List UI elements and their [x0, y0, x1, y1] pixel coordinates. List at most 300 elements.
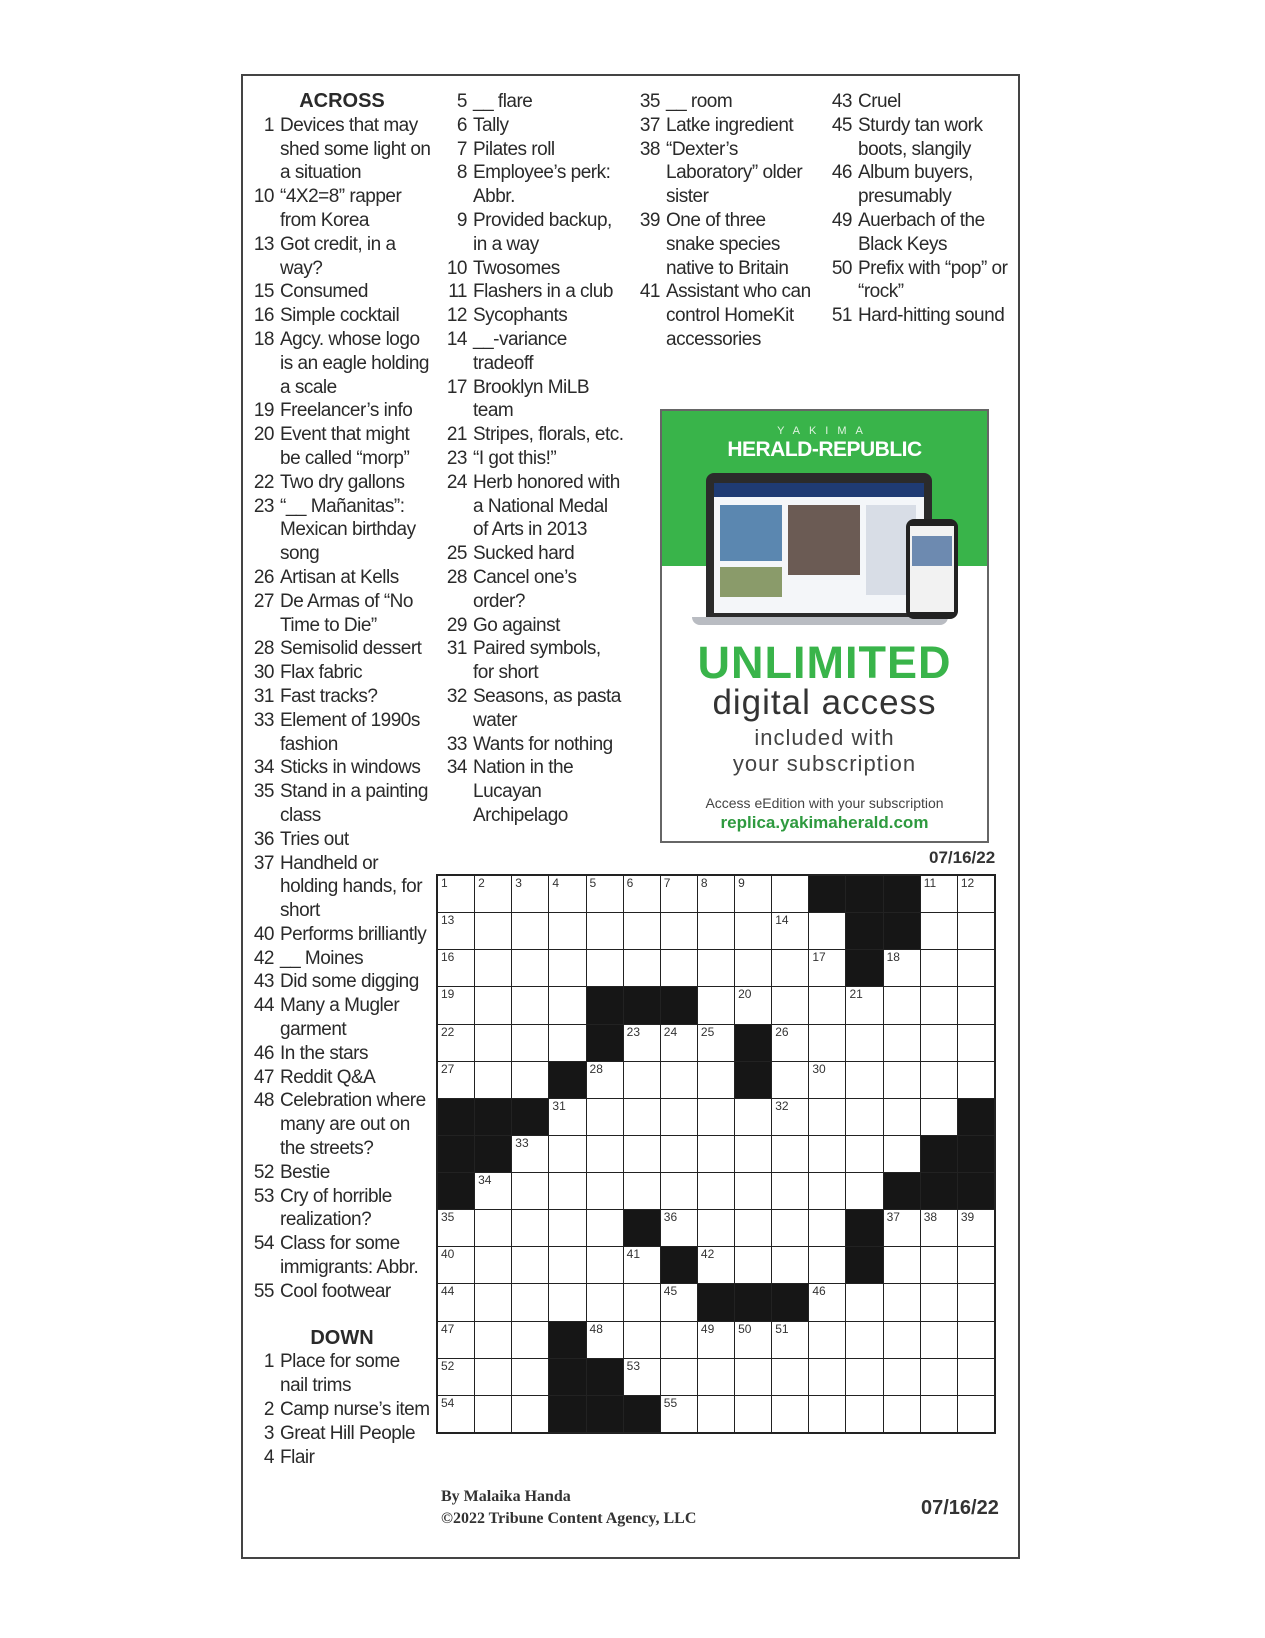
- clue-text: Stripes, florals, etc.: [473, 424, 624, 446]
- grid-cell[interactable]: [809, 1396, 845, 1432]
- grid-cell[interactable]: [772, 1136, 808, 1172]
- grid-cell[interactable]: [884, 1359, 920, 1395]
- grid-cell[interactable]: [587, 950, 623, 986]
- grid-cell[interactable]: [587, 1099, 623, 1135]
- grid-cell[interactable]: [549, 950, 585, 986]
- grid-cell[interactable]: [475, 1284, 511, 1320]
- grid-cell[interactable]: [846, 987, 882, 1023]
- grid-cell[interactable]: [884, 1247, 920, 1283]
- grid-cell[interactable]: [661, 1284, 697, 1320]
- grid-cell[interactable]: [624, 1284, 660, 1320]
- grid-cell[interactable]: [549, 987, 585, 1023]
- clue-number: 13: [253, 233, 274, 255]
- grid-cell[interactable]: [549, 1210, 585, 1246]
- across-clue[interactable]: [252, 685, 432, 709]
- grid-cell[interactable]: [772, 1099, 808, 1135]
- grid-cell[interactable]: [772, 1173, 808, 1209]
- grid-cell[interactable]: [549, 1099, 585, 1135]
- clue-text: Sycophants: [473, 305, 568, 327]
- across-clue[interactable]: [252, 780, 432, 828]
- grid-cell[interactable]: [698, 1099, 734, 1135]
- clue-number: 19: [253, 400, 274, 422]
- grid-cell[interactable]: [735, 913, 771, 949]
- across-clue[interactable]: [252, 1185, 432, 1233]
- clue-number: 8: [456, 162, 467, 184]
- grid-cell[interactable]: [698, 1136, 734, 1172]
- grid-cell[interactable]: [661, 1136, 697, 1172]
- grid-cell[interactable]: [587, 1062, 623, 1098]
- down-clue[interactable]: [445, 447, 625, 471]
- grid-cell[interactable]: [549, 1136, 585, 1172]
- across-clue[interactable]: [252, 423, 432, 471]
- across-clue[interactable]: [252, 471, 432, 495]
- grid-cell[interactable]: [958, 1062, 994, 1098]
- grid-cell[interactable]: [624, 1173, 660, 1209]
- grid-cell[interactable]: [921, 1247, 957, 1283]
- grid-cell[interactable]: [661, 876, 697, 912]
- down-clue[interactable]: [445, 209, 625, 257]
- grid-cell[interactable]: [587, 1173, 623, 1209]
- grid-cell[interactable]: [921, 950, 957, 986]
- grid-cell[interactable]: [512, 1210, 548, 1246]
- clue-number: 36: [253, 828, 274, 850]
- grid-cell[interactable]: [921, 876, 957, 912]
- grid-cell[interactable]: [624, 1322, 660, 1358]
- grid-cell[interactable]: [624, 1062, 660, 1098]
- grid-cell[interactable]: [809, 1210, 845, 1246]
- grid-cell[interactable]: [735, 1322, 771, 1358]
- across-clue[interactable]: [252, 328, 432, 399]
- grid-cell[interactable]: [698, 1062, 734, 1098]
- clue-text: Wants for nothing: [473, 733, 613, 755]
- down-clue[interactable]: [252, 1446, 432, 1470]
- grid-cell[interactable]: [438, 1396, 474, 1432]
- grid-cell[interactable]: [438, 1322, 474, 1358]
- grid-cell[interactable]: [475, 913, 511, 949]
- clue-number: 2: [263, 1399, 274, 1421]
- grid-cell[interactable]: [475, 1025, 511, 1061]
- down-clue[interactable]: [830, 161, 1010, 209]
- clue-text: “__ Mañanitas”: Mexican birthday song: [280, 495, 416, 565]
- cell-number: 31: [552, 1098, 566, 1113]
- grid-cell[interactable]: [475, 1247, 511, 1283]
- grid-cell[interactable]: [512, 987, 548, 1023]
- clue-text: Simple cocktail: [280, 305, 400, 327]
- grid-cell[interactable]: [958, 1210, 994, 1246]
- down-clue[interactable]: [445, 637, 625, 685]
- down-clue[interactable]: [445, 542, 625, 566]
- grid-cell[interactable]: [698, 950, 734, 986]
- grid-cell[interactable]: [958, 1396, 994, 1432]
- down-clue[interactable]: [445, 566, 625, 614]
- grid-cell[interactable]: [735, 1099, 771, 1135]
- grid-cell[interactable]: [661, 1210, 697, 1246]
- grid-cell[interactable]: [512, 913, 548, 949]
- grid-cell[interactable]: [735, 950, 771, 986]
- ad-included-text: [662, 725, 987, 777]
- across-clue[interactable]: [252, 233, 432, 281]
- ad-url-link[interactable]: replica.yakimaherald.com: [720, 813, 929, 832]
- across-clue[interactable]: [252, 1066, 432, 1090]
- grid-cell[interactable]: [624, 1247, 660, 1283]
- grid-cell[interactable]: [698, 1247, 734, 1283]
- grid-cell[interactable]: [809, 1062, 845, 1098]
- clue-number: 43: [253, 971, 274, 993]
- down-clue[interactable]: [638, 114, 818, 138]
- grid-cell[interactable]: [587, 1210, 623, 1246]
- grid-cell[interactable]: [624, 1359, 660, 1395]
- grid-cell[interactable]: [735, 1210, 771, 1246]
- grid-cell[interactable]: [661, 1396, 697, 1432]
- grid-cell[interactable]: [921, 987, 957, 1023]
- down-clue[interactable]: [830, 114, 1010, 162]
- grid-cell[interactable]: [587, 1284, 623, 1320]
- grid-cell[interactable]: [587, 913, 623, 949]
- grid-cell[interactable]: [846, 1173, 882, 1209]
- grid-cell[interactable]: [772, 1025, 808, 1061]
- grid-cell[interactable]: [921, 1025, 957, 1061]
- cell-number: 22: [441, 1024, 455, 1039]
- grid-cell[interactable]: [884, 1322, 920, 1358]
- grid-cell[interactable]: [809, 1136, 845, 1172]
- cell-number: 52: [441, 1358, 455, 1373]
- cell-number: 51: [775, 1321, 789, 1336]
- grid-cell[interactable]: [475, 876, 511, 912]
- grid-cell[interactable]: [661, 1322, 697, 1358]
- grid-cell[interactable]: [624, 1099, 660, 1135]
- clue-text: Great Hill People: [280, 1422, 416, 1444]
- grid-cell[interactable]: [846, 1322, 882, 1358]
- grid-cell[interactable]: [512, 1062, 548, 1098]
- grid-cell[interactable]: [438, 1210, 474, 1246]
- across-clue[interactable]: [252, 994, 432, 1042]
- grid-cell[interactable]: [587, 876, 623, 912]
- clue-number: 15: [253, 281, 274, 303]
- grid-cell[interactable]: [698, 1359, 734, 1395]
- down-clue[interactable]: [445, 376, 625, 424]
- grid-cell[interactable]: [512, 1247, 548, 1283]
- grid-cell[interactable]: [512, 1284, 548, 1320]
- grid-cell[interactable]: [921, 1322, 957, 1358]
- across-clue[interactable]: [252, 828, 432, 852]
- clue-text: Place for some nail trims: [280, 1351, 400, 1397]
- across-clue[interactable]: [252, 1161, 432, 1185]
- grid-cell[interactable]: [809, 950, 845, 986]
- grid-cell[interactable]: [438, 950, 474, 986]
- grid-cell[interactable]: [772, 950, 808, 986]
- down-clue[interactable]: [638, 280, 818, 351]
- grid-cell[interactable]: [958, 950, 994, 986]
- grid-cell[interactable]: [735, 1396, 771, 1432]
- grid-cell[interactable]: [921, 1062, 957, 1098]
- cell-number: 27: [441, 1061, 455, 1076]
- grid-cell[interactable]: [624, 1025, 660, 1061]
- grid-cell[interactable]: [772, 1359, 808, 1395]
- grid-cell[interactable]: [661, 950, 697, 986]
- cell-number: 25: [700, 1024, 715, 1039]
- grid-cell[interactable]: [698, 987, 734, 1023]
- down-clue[interactable]: [252, 1350, 432, 1398]
- across-clue[interactable]: [252, 280, 432, 304]
- grid-cell[interactable]: [921, 913, 957, 949]
- grid-cell[interactable]: [772, 1210, 808, 1246]
- subscription-ad[interactable]: [660, 409, 989, 843]
- grid-cell[interactable]: [809, 987, 845, 1023]
- black-square: [587, 987, 623, 1023]
- grid-cell[interactable]: [438, 1359, 474, 1395]
- grid-cell[interactable]: [884, 987, 920, 1023]
- grid-cell[interactable]: [475, 1173, 511, 1209]
- cell-number: 32: [775, 1098, 789, 1113]
- grid-cell[interactable]: [958, 876, 994, 912]
- grid-cell[interactable]: [438, 876, 474, 912]
- grid-cell[interactable]: [772, 1062, 808, 1098]
- grid-cell[interactable]: [958, 1247, 994, 1283]
- across-clue[interactable]: [252, 756, 432, 780]
- down-clue[interactable]: [638, 90, 818, 114]
- grid-cell[interactable]: [475, 1210, 511, 1246]
- across-clue[interactable]: [252, 1280, 432, 1304]
- cell-number: 26: [775, 1024, 789, 1039]
- grid-cell[interactable]: [587, 1247, 623, 1283]
- grid-cell[interactable]: [921, 1396, 957, 1432]
- down-clue[interactable]: [252, 1398, 432, 1422]
- grid-cell[interactable]: [512, 876, 548, 912]
- across-clue[interactable]: [252, 399, 432, 423]
- grid-cell[interactable]: [438, 913, 474, 949]
- clue-number: 34: [446, 757, 467, 779]
- grid-cell[interactable]: [809, 913, 845, 949]
- down-clue[interactable]: [445, 304, 625, 328]
- grid-cell[interactable]: [884, 1210, 920, 1246]
- grid-cell[interactable]: [735, 1173, 771, 1209]
- grid-cell[interactable]: [438, 987, 474, 1023]
- black-square: [587, 1025, 623, 1061]
- clue-text: __ room: [666, 91, 733, 112]
- across-clue[interactable]: [252, 923, 432, 947]
- across-clue[interactable]: [252, 495, 432, 566]
- grid-cell[interactable]: [846, 1062, 882, 1098]
- down-clue[interactable]: [830, 209, 1010, 257]
- grid-cell[interactable]: [884, 1284, 920, 1320]
- grid-cell[interactable]: [512, 1025, 548, 1061]
- grid-cell[interactable]: [846, 1359, 882, 1395]
- clue-number: 23: [253, 495, 274, 517]
- across-clue[interactable]: [252, 185, 432, 233]
- grid-cell[interactable]: [549, 1025, 585, 1061]
- grid-cell[interactable]: [921, 1284, 957, 1320]
- grid-cell[interactable]: [698, 876, 734, 912]
- grid-cell[interactable]: [846, 1396, 882, 1432]
- grid-cell[interactable]: [846, 1099, 882, 1135]
- cell-number: 42: [700, 1247, 715, 1262]
- down-clue[interactable]: [830, 304, 1010, 328]
- grid-cell[interactable]: [921, 1210, 957, 1246]
- grid-cell[interactable]: [698, 913, 734, 949]
- cell-number: 5: [589, 876, 597, 890]
- grid-cell[interactable]: [698, 1396, 734, 1432]
- grid-cell[interactable]: [512, 1173, 548, 1209]
- clue-text: Got credit, in a way?: [280, 233, 396, 279]
- clue-number: 33: [446, 733, 467, 755]
- across-clue[interactable]: [252, 1232, 432, 1280]
- grid-cell[interactable]: [772, 876, 808, 912]
- across-clue[interactable]: [252, 637, 432, 661]
- grid-cell[interactable]: [846, 1284, 882, 1320]
- grid-cell[interactable]: [921, 1099, 957, 1135]
- grid-cell[interactable]: [438, 1062, 474, 1098]
- grid-cell[interactable]: [512, 1136, 548, 1172]
- down-clue[interactable]: [445, 280, 625, 304]
- grid-cell[interactable]: [809, 1025, 845, 1061]
- grid-cell[interactable]: [512, 950, 548, 986]
- grid-cell[interactable]: [735, 1359, 771, 1395]
- grid-cell[interactable]: [661, 1173, 697, 1209]
- grid-cell[interactable]: [661, 1099, 697, 1135]
- grid-cell[interactable]: [772, 913, 808, 949]
- grid-cell[interactable]: [809, 1359, 845, 1395]
- grid-cell[interactable]: [661, 1062, 697, 1098]
- across-clue[interactable]: [252, 709, 432, 757]
- grid-cell[interactable]: [958, 913, 994, 949]
- grid-cell[interactable]: [624, 950, 660, 986]
- grid-cell[interactable]: [846, 1136, 882, 1172]
- grid-cell[interactable]: [661, 1359, 697, 1395]
- across-clue[interactable]: [252, 304, 432, 328]
- grid-cell[interactable]: [438, 1025, 474, 1061]
- cell-number: 23: [626, 1024, 641, 1039]
- grid-cell[interactable]: [884, 1025, 920, 1061]
- grid-cell[interactable]: [884, 950, 920, 986]
- grid-cell[interactable]: [809, 1099, 845, 1135]
- across-clue[interactable]: [252, 661, 432, 685]
- grid-cell[interactable]: [958, 1025, 994, 1061]
- clue-number: 30: [253, 662, 274, 684]
- clue-text: Cancel one’s order?: [473, 566, 577, 612]
- down-clue[interactable]: [638, 138, 818, 209]
- grid-cell[interactable]: [735, 1136, 771, 1172]
- grid-cell[interactable]: [587, 1322, 623, 1358]
- grid-cell[interactable]: [698, 1322, 734, 1358]
- down-clue[interactable]: [830, 90, 1010, 114]
- grid-cell[interactable]: [735, 876, 771, 912]
- grid-cell[interactable]: [884, 1396, 920, 1432]
- grid-cell[interactable]: [958, 1284, 994, 1320]
- grid-cell[interactable]: [772, 987, 808, 1023]
- across-clue[interactable]: [252, 566, 432, 590]
- down-clue[interactable]: [445, 471, 625, 542]
- author-credit: By Malaika Handa: [441, 1488, 571, 1505]
- across-clue[interactable]: [252, 970, 432, 994]
- grid-cell[interactable]: [809, 1173, 845, 1209]
- grid-cell[interactable]: [958, 1359, 994, 1395]
- grid-cell[interactable]: [809, 1247, 845, 1283]
- news-photo: [912, 536, 952, 566]
- grid-cell[interactable]: [735, 1247, 771, 1283]
- grid-cell[interactable]: [549, 1173, 585, 1209]
- across-clue[interactable]: [252, 852, 432, 923]
- grid-cell[interactable]: [549, 1247, 585, 1283]
- grid-cell[interactable]: [549, 913, 585, 949]
- grid-cell[interactable]: [549, 1284, 585, 1320]
- down-clue[interactable]: [445, 423, 625, 447]
- grid-cell[interactable]: [475, 1062, 511, 1098]
- crossword-grid[interactable]: [436, 874, 996, 1434]
- grid-cell[interactable]: [958, 987, 994, 1023]
- grid-cell[interactable]: [549, 876, 585, 912]
- grid-cell[interactable]: [624, 1136, 660, 1172]
- grid-cell[interactable]: [475, 1396, 511, 1432]
- grid-cell[interactable]: [438, 1247, 474, 1283]
- down-clue[interactable]: [445, 756, 625, 827]
- down-clue[interactable]: [445, 90, 625, 114]
- down-clue[interactable]: [445, 257, 625, 281]
- down-clue[interactable]: [445, 614, 625, 638]
- grid-cell[interactable]: [512, 1359, 548, 1395]
- across-clue[interactable]: [252, 1089, 432, 1160]
- across-clue[interactable]: [252, 590, 432, 638]
- down-clue[interactable]: [445, 328, 625, 376]
- black-square: [735, 1284, 771, 1320]
- grid-cell[interactable]: [735, 987, 771, 1023]
- cell-number: 17: [812, 950, 826, 965]
- grid-cell[interactable]: [698, 1173, 734, 1209]
- across-clue[interactable]: [252, 947, 432, 971]
- grid-cell[interactable]: [624, 876, 660, 912]
- across-heading: ACROSS: [299, 90, 385, 112]
- grid-cell[interactable]: [475, 1322, 511, 1358]
- down-clue[interactable]: [445, 161, 625, 209]
- grid-cell[interactable]: [772, 1396, 808, 1432]
- grid-cell[interactable]: [921, 1359, 957, 1395]
- down-clue[interactable]: [252, 1422, 432, 1446]
- grid-cell[interactable]: [884, 1062, 920, 1098]
- clue-text: Album buyers, presumably: [858, 162, 973, 208]
- across-clue[interactable]: [252, 114, 432, 185]
- grid-cell[interactable]: [624, 913, 660, 949]
- grid-cell[interactable]: [698, 1210, 734, 1246]
- laptop-image: [706, 473, 932, 619]
- grid-cell[interactable]: [772, 1247, 808, 1283]
- down-clue[interactable]: [830, 257, 1010, 305]
- grid-cell[interactable]: [587, 1136, 623, 1172]
- grid-cell[interactable]: [884, 1099, 920, 1135]
- grid-cell[interactable]: [438, 1284, 474, 1320]
- grid-cell[interactable]: [475, 950, 511, 986]
- grid-cell[interactable]: [475, 1359, 511, 1395]
- grid-cell[interactable]: [884, 1136, 920, 1172]
- grid-cell[interactable]: [512, 1396, 548, 1432]
- grid-cell[interactable]: [661, 1025, 697, 1061]
- grid-cell[interactable]: [512, 1322, 548, 1358]
- grid-cell[interactable]: [661, 913, 697, 949]
- down-clue[interactable]: [445, 114, 625, 138]
- cell-number: 4: [552, 876, 560, 890]
- grid-cell[interactable]: [698, 1025, 734, 1061]
- across-clue[interactable]: [252, 1042, 432, 1066]
- grid-cell[interactable]: [772, 1322, 808, 1358]
- grid-cell[interactable]: [809, 1322, 845, 1358]
- grid-cell[interactable]: [809, 1284, 845, 1320]
- grid-cell[interactable]: [958, 1322, 994, 1358]
- down-clue[interactable]: [638, 209, 818, 280]
- down-clue[interactable]: [445, 685, 625, 733]
- clue-text: Fast tracks?: [280, 685, 378, 707]
- down-clue[interactable]: [445, 733, 625, 757]
- grid-cell[interactable]: [475, 987, 511, 1023]
- grid-cell[interactable]: [846, 1025, 882, 1061]
- down-clue[interactable]: [445, 138, 625, 162]
